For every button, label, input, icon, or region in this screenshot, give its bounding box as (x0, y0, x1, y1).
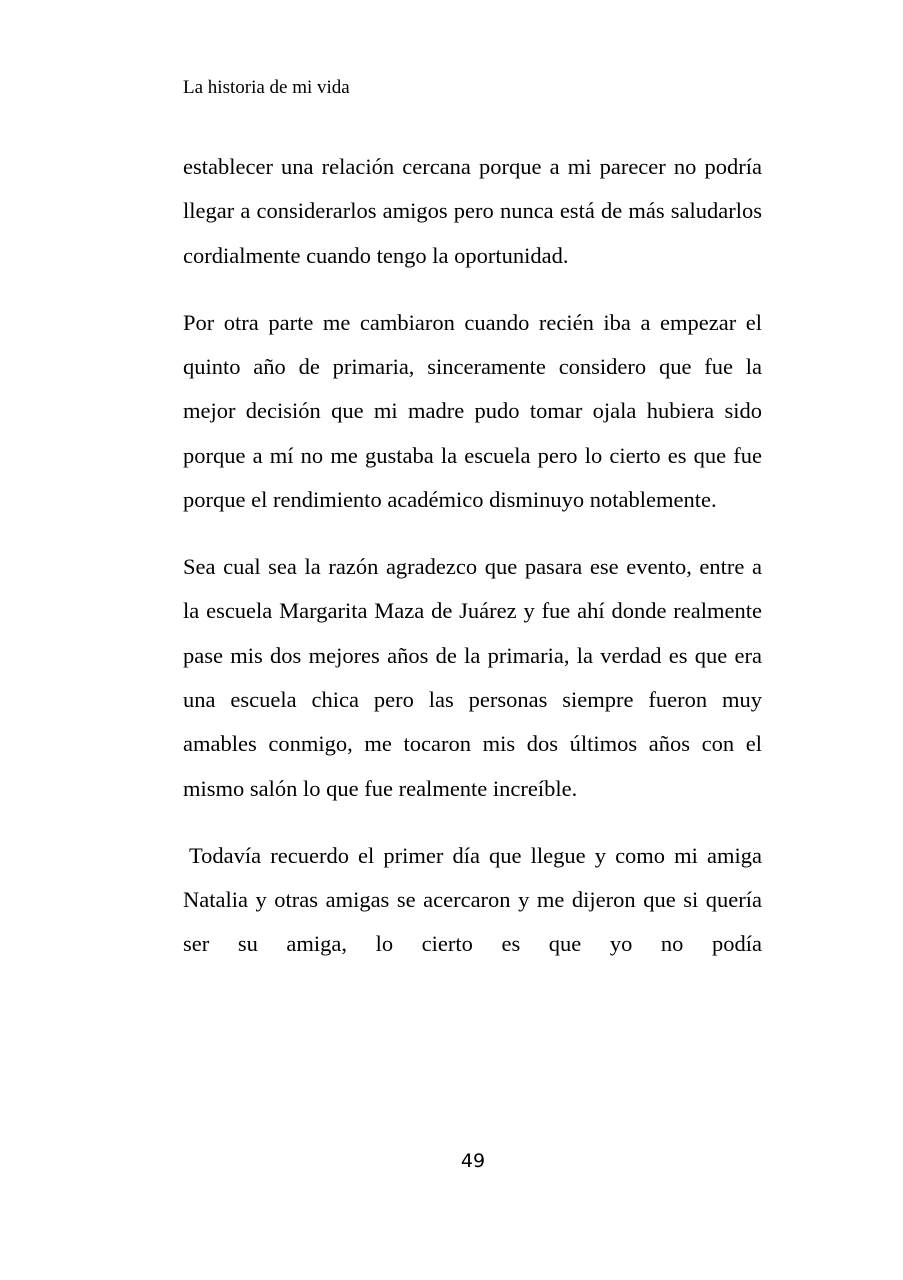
paragraph: Sea cual sea la razón agradezco que pasara ese evento, entre a la escuela Margarita Maza de Juárez y fue ahí donde realmente pase mis dos mejores años de la primaria, la verdad es que era una escuela chica pero las personas siempre fueron muy amables conmigo, me tocaron mis dos últimos años con el mismo salón lo que fue realmente increíble. (183, 553, 762, 801)
body-text (183, 145, 762, 967)
paragraph: establecer una relación cercana porque a mi parecer no podría llegar a considerarlos amigos pero nunca está de más saludarlos cordialmente cuando tengo la oportunidad. (183, 154, 762, 268)
paragraph: Por otra parte me cambiaron cuando recién iba a empezar el quinto año de primaria, sinceramente considero que fue la mejor decisión que mi madre pudo tomar ojala hubiera sido porque a mí no me gustaba la escuela pero lo cierto es que fue porque el rendimiento académico disminuyo notablemente. (183, 309, 762, 513)
page-number: 49 (460, 1150, 486, 1172)
running-header: La historia de mi vida (183, 77, 350, 98)
paragraph: Todavía recuerdo el primer día que llegue y como mi amiga Natalia y otras amigas se acercaron y me dijeron que si quería ser su amiga, lo cierto es que yo no podía (183, 842, 762, 957)
